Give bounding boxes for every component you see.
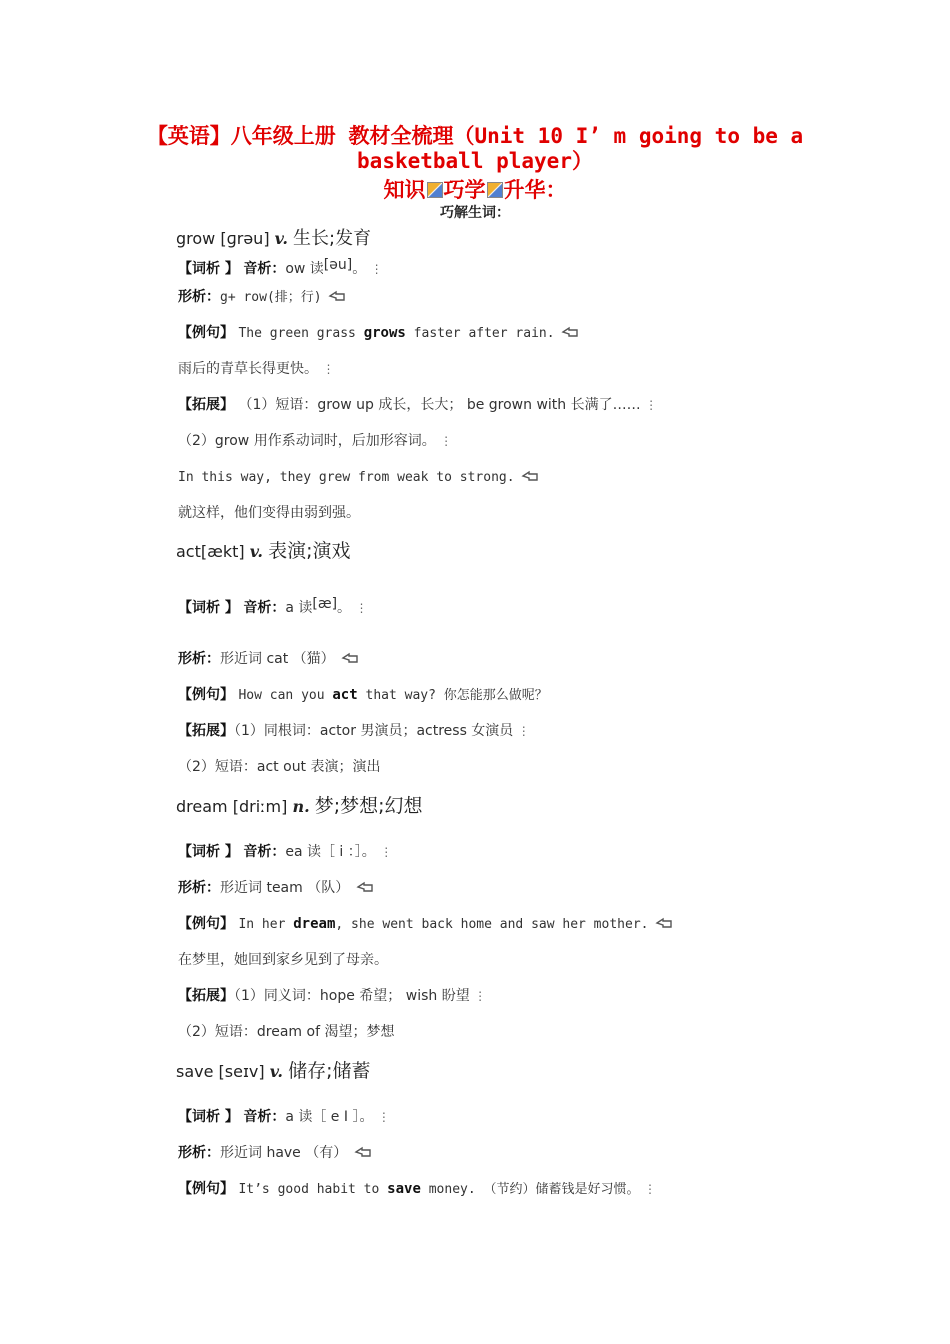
tuozhan-text: （1）同根词：actor 男演员；actress 女演员 (234, 723, 514, 739)
return-arrow-icon (328, 290, 346, 302)
phonetic: [driːm] (232, 797, 288, 816)
yinxi-label: 音析： (243, 1109, 286, 1125)
example-translation (178, 359, 334, 379)
cixi-label: 【词析 】 (178, 261, 239, 277)
example-text-end: that way? 你怎能那么做呢？ (357, 688, 548, 703)
xingxi-line (178, 1143, 372, 1163)
example-translation (178, 950, 388, 970)
example-line (178, 685, 548, 706)
yinxi-text: a 读 (285, 600, 313, 616)
tuozhan-example-en: In this way, they grew from weak to strong. (178, 470, 515, 485)
xingxi-line (178, 649, 359, 669)
subtitle-part-2: 巧学 (443, 178, 486, 202)
tuozhan-label: 【拓展】 (178, 988, 234, 1004)
subtitle-part-1: 知识 (383, 178, 426, 202)
yinxi-line (178, 594, 367, 618)
part-of-speech: n. (292, 797, 310, 816)
image-placeholder-icon (427, 182, 443, 198)
return-arrow-icon (521, 470, 539, 482)
xingxi-line (178, 287, 346, 308)
tuozhan-text: （2）短语：act out 表演；演出 (178, 759, 381, 775)
xingxi-label: 形析： (178, 880, 220, 896)
headword: act (176, 542, 201, 561)
xingxi-label: 形析： (178, 289, 220, 305)
example-line (178, 323, 579, 344)
headword: save (176, 1062, 214, 1081)
example-text-end: faster after rain. (405, 326, 555, 341)
tuozhan-line-1 (178, 721, 530, 741)
return-arrow-icon (356, 881, 374, 893)
yinxi-phonetic: [æ] (312, 596, 338, 612)
paragraph-mark-icon: ⋮ (517, 724, 530, 738)
meaning: 表演;演戏 (268, 540, 351, 562)
yinxi-end: 。 (352, 261, 367, 277)
tuozhan-text: （2）短语：dream of 渴望；梦想 (178, 1024, 395, 1040)
tuozhan-line-2 (178, 431, 452, 451)
word-entry-save (176, 1056, 370, 1083)
example-keyword: grows (363, 325, 406, 341)
example-cn: 雨后的青草长得更快。 (178, 361, 318, 377)
example-line (178, 1179, 656, 1200)
xingxi-line (178, 878, 374, 898)
return-arrow-icon (354, 1146, 372, 1158)
word-entry-grow (176, 224, 371, 250)
document-subtitle (0, 174, 950, 204)
yinxi-text: a 读［ e I ］。 (285, 1109, 374, 1125)
liju-label: 【例句】 (178, 325, 234, 341)
tuozhan-line-1 (178, 986, 486, 1006)
xingxi-text: 形近词 have （有） (220, 1145, 348, 1161)
tuozhan-label: 【拓展】 (178, 397, 234, 413)
tuozhan-example (178, 467, 539, 488)
paragraph-mark-icon: ⋮ (377, 1110, 390, 1124)
paragraph-mark-icon: ⋮ (370, 262, 383, 276)
example-text-end: , she went back home and saw her mother. (335, 917, 649, 932)
meaning: 生长;发育 (293, 228, 372, 249)
example-keyword: dream (293, 916, 336, 932)
phonetic: [ɡrəu] (220, 229, 270, 248)
tuozhan-text: （1）同义词：hope 希望； wish 盼望 (234, 988, 470, 1004)
meaning: 梦;梦想;幻想 (314, 795, 423, 817)
xingxi-label: 形析： (178, 1145, 220, 1161)
yinxi-line (178, 842, 392, 862)
xingxi-text: 形近词 team （队） (220, 880, 350, 896)
return-arrow-icon (341, 652, 359, 664)
cixi-label: 【词析 】 (178, 1109, 239, 1125)
subtitle-part-3: 升华： (503, 178, 567, 202)
tuozhan-line-2 (178, 757, 381, 777)
phonetic: [ækt] (200, 542, 245, 561)
part-of-speech: v. (249, 542, 263, 561)
paragraph-mark-icon: ⋮ (440, 434, 453, 448)
example-text: It’s good habit to (238, 1182, 388, 1197)
title-line-2: basketball player） (357, 149, 593, 173)
paragraph-mark-icon: ⋮ (322, 362, 335, 376)
paragraph-mark-icon: ⋮ (474, 989, 487, 1003)
headword: dream (176, 797, 228, 816)
yinxi-line (178, 255, 383, 279)
xingxi-label: 形析： (178, 651, 220, 667)
title-line-1: 【英语】八年级上册 教材全梳理（Unit 10 I’ m going to be a (146, 124, 804, 148)
return-arrow-icon (655, 917, 673, 929)
tuozhan-line-1 (178, 395, 657, 415)
example-cn: 在梦里，她回到家乡见到了母亲。 (178, 952, 388, 968)
return-arrow-icon (561, 326, 579, 338)
word-entry-act (176, 536, 350, 563)
example-line (178, 914, 673, 935)
tuozhan-cn: 就这样，他们变得由弱到强。 (178, 505, 360, 521)
paragraph-mark-icon: ⋮ (380, 845, 393, 859)
yinxi-phonetic: [əu] (323, 257, 353, 273)
word-entry-dream (176, 791, 423, 818)
phonetic: [seɪv] (218, 1062, 265, 1081)
example-text-end: money. （节约）储蓄钱是好习惯。 (420, 1182, 640, 1197)
example-keyword: act (332, 687, 358, 703)
cixi-label: 【词析 】 (178, 844, 239, 860)
cixi-label: 【词析 】 (178, 600, 239, 616)
part-of-speech: v. (269, 1062, 283, 1081)
yinxi-end: 。 (337, 600, 352, 616)
yinxi-text: ow 读 (285, 261, 324, 277)
liju-label: 【例句】 (178, 687, 234, 703)
headword: grow (176, 229, 216, 248)
liju-label: 【例句】 (178, 916, 234, 932)
tuozhan-text: （2）grow 用作系动词时，后加形容词。 (178, 433, 436, 449)
paragraph-mark-icon: ⋮ (643, 1182, 656, 1196)
yinxi-line (178, 1107, 390, 1127)
xingxi-text: g+ row(排；行) (220, 290, 322, 305)
tuozhan-example-cn (178, 503, 360, 523)
tuozhan-text: （1）短语：grow up 成长，长大； be grown with 长满了…… (238, 397, 641, 413)
meaning: 储存;储蓄 (288, 1060, 371, 1082)
xingxi-text: 形近词 cat （猫） (220, 651, 335, 667)
example-text: The green grass (238, 326, 364, 341)
tuozhan-line-2 (178, 1022, 394, 1042)
liju-label: 【例句】 (178, 1181, 234, 1197)
example-keyword: save (387, 1181, 421, 1197)
yinxi-label: 音析： (243, 261, 286, 277)
paragraph-mark-icon: ⋮ (355, 601, 368, 615)
section-heading: 巧解生词： (440, 205, 510, 221)
part-of-speech: v. (274, 229, 288, 248)
paragraph-mark-icon: ⋮ (645, 398, 658, 412)
document-title (140, 124, 810, 174)
yinxi-label: 音析： (243, 844, 286, 860)
image-placeholder-icon (487, 182, 503, 198)
yinxi-label: 音析： (243, 600, 286, 616)
yinxi-text: ea 读［ i ：］。 (285, 844, 376, 860)
tuozhan-label: 【拓展】 (178, 723, 234, 739)
example-text: How can you (238, 688, 333, 703)
example-text: In her (238, 917, 294, 932)
